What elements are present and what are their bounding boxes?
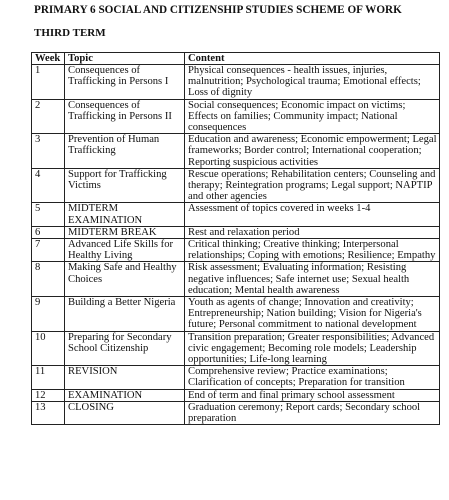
topic-cell: Consequences of Trafficking in Persons II <box>65 99 185 134</box>
week-cell: 5 <box>32 203 65 226</box>
topic-cell: Support for Trafficking Victims <box>65 168 185 203</box>
week-cell: 8 <box>32 262 65 297</box>
table-header-row <box>32 53 440 65</box>
table-row <box>32 262 440 297</box>
content-cell: Social consequences; Economic impact on victims; Effects on families; Community impact; National consequences <box>185 99 440 134</box>
table-row <box>32 389 440 401</box>
content-cell: Rescue operations; Rehabilitation centers; Counseling and therapy; Reintegration programs; Legal support; NAPTIP and other agencies <box>185 168 440 203</box>
week-cell: 2 <box>32 99 65 134</box>
topic-cell: CLOSING <box>65 401 185 424</box>
term-heading: THIRD TERM <box>34 27 106 39</box>
topic-cell: MIDTERM BREAK <box>65 226 185 238</box>
week-cell: 13 <box>32 401 65 424</box>
content-cell: Youth as agents of change; Innovation and creativity; Entrepreneurship; Nation building; Vision for Nigeria's future; Personal commitment to national development <box>185 297 440 332</box>
week-cell: 9 <box>32 297 65 332</box>
content-cell: Critical thinking; Creative thinking; Interpersonal relationships; Coping with emotions; Resilience; Empathy <box>185 239 440 262</box>
content-cell: Education and awareness; Economic empowerment; Legal frameworks; Border control; International cooperation; Reporting suspicious activities <box>185 134 440 169</box>
content-cell: Rest and relaxation period <box>185 226 440 238</box>
content-cell: Graduation ceremony; Report cards; Secondary school preparation <box>185 401 440 424</box>
table-row <box>32 297 440 332</box>
table-row <box>32 65 440 100</box>
topic-cell: Making Safe and Healthy Choices <box>65 262 185 297</box>
week-cell: 3 <box>32 134 65 169</box>
topic-cell: Prevention of Human Trafficking <box>65 134 185 169</box>
content-cell: Risk assessment; Evaluating information; Resisting negative influences; Safe internet use; Sexual health education; Mental health awareness <box>185 262 440 297</box>
week-cell: 1 <box>32 65 65 100</box>
week-cell: 11 <box>32 366 65 389</box>
header-content: Content <box>185 53 440 65</box>
week-cell: 4 <box>32 168 65 203</box>
content-cell: End of term and final primary school assessment <box>185 389 440 401</box>
table-row <box>32 134 440 169</box>
content-cell: Physical consequences - health issues, injuries, malnutrition; Psychological trauma; Emotional effects; Loss of dignity <box>185 65 440 100</box>
week-cell: 7 <box>32 239 65 262</box>
scheme-of-work-table <box>31 52 440 425</box>
week-cell: 6 <box>32 226 65 238</box>
topic-cell: Advanced Life Skills for Healthy Living <box>65 239 185 262</box>
table-row <box>32 401 440 424</box>
topic-cell: Building a Better Nigeria <box>65 297 185 332</box>
topic-cell: EXAMINATION <box>65 389 185 401</box>
content-cell: Assessment of topics covered in weeks 1-4 <box>185 203 440 226</box>
content-cell: Transition preparation; Greater responsibilities; Advanced civic engagement; Becoming role models; Leadership opportunities; Life-long learning <box>185 331 440 366</box>
header-week: Week <box>32 53 65 65</box>
topic-cell: REVISION <box>65 366 185 389</box>
topic-cell: Consequences of Trafficking in Persons I <box>65 65 185 100</box>
week-cell: 10 <box>32 331 65 366</box>
header-topic: Topic <box>65 53 185 65</box>
table-row <box>32 366 440 389</box>
topic-cell: MIDTERM EXAMINATION <box>65 203 185 226</box>
table-row <box>32 331 440 366</box>
topic-cell: Preparing for Secondary School Citizenship <box>65 331 185 366</box>
document-title: PRIMARY 6 SOCIAL AND CITIZENSHIP STUDIES SCHEME OF WORK <box>34 4 402 16</box>
week-cell: 12 <box>32 389 65 401</box>
table-row <box>32 239 440 262</box>
table-body <box>32 65 440 425</box>
table-row <box>32 168 440 203</box>
content-cell: Comprehensive review; Practice examinations; Clarification of concepts; Preparation for transition <box>185 366 440 389</box>
table-row <box>32 226 440 238</box>
table-row <box>32 99 440 134</box>
table-row <box>32 203 440 226</box>
